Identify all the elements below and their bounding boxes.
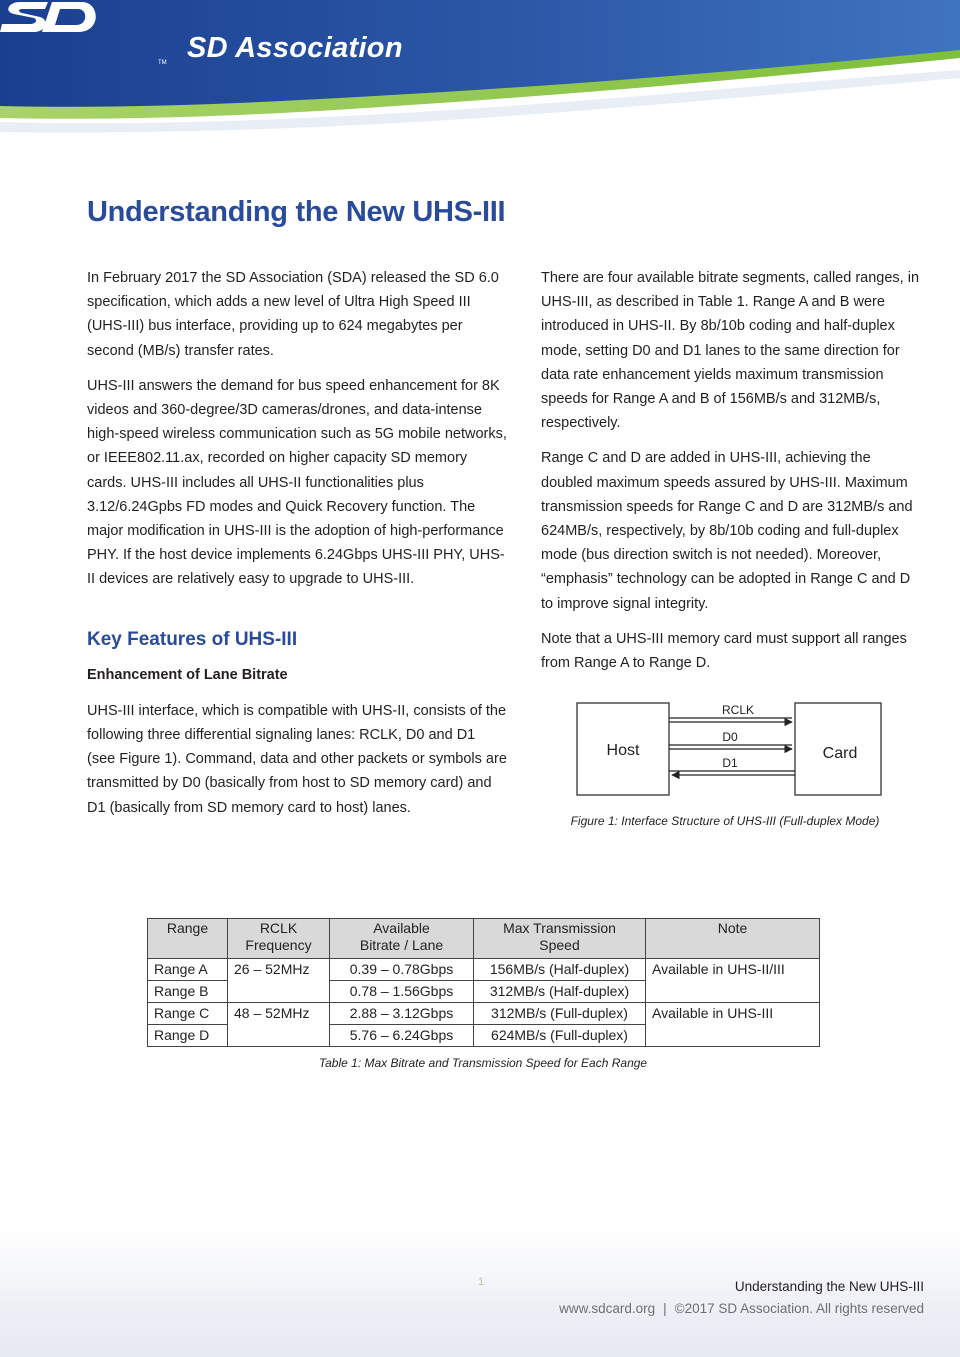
subsection-heading: Enhancement of Lane Bitrate <box>87 666 288 683</box>
host-label: Host <box>606 742 640 759</box>
paragraph: There are four available bitrate segments, called ranges, in UHS-III, as described in Table 1. Range A and B were introduced in UHS-II. By 8b/10b coding and half-duplex mode, setting D0 and D1 lanes to the same direction for data rate enhancement yields maximum transmission speeds for Range A and B of 156MB/s and 312MB/s, respectively. <box>541 270 920 432</box>
cell-speed: 312MB/s (Full-duplex) <box>474 1003 646 1025</box>
cell-range: Range D <box>148 1025 228 1047</box>
cell-speed: 624MB/s (Full-duplex) <box>474 1025 646 1047</box>
table-row <box>148 1003 820 1025</box>
left-column <box>87 266 507 831</box>
right-column <box>541 266 926 686</box>
table-header-row <box>148 919 820 959</box>
cell-range: Range B <box>148 981 228 1003</box>
paragraph: In February 2017 the SD Association (SDA) released the SD 6.0 specification, which adds a new level of Ultra High Speed III (UHS-III) bus interface, providing up to 624 megabytes per second (MB/s) transfer rates. <box>87 270 499 359</box>
paragraph: UHS-III answers the demand for bus speed enhancement for 8K videos and 360-degree/3D cameras/drones, and data-intense high-speed wireless communication such as 5G mobile networks, or IEEE802.11.ax, recorded on higher capacity SD memory cards. UHS-III includes all UHS-II functionalities plus 3.12/6.24Gpbs FD modes and Quick Recovery function. The major modification in UHS-III is the adoption of high-performance PHY. If the host device implements 6.24Gbps UHS-III PHY, UHS-II devices are relatively easy to upgrade to UHS-III. <box>87 377 507 588</box>
footer-separator: | <box>663 1301 667 1316</box>
brand-name: SD Association <box>187 32 403 64</box>
cell-speed: 312MB/s (Half-duplex) <box>474 981 646 1003</box>
footer-title: Understanding the New UHS-III <box>734 1279 924 1294</box>
header-range: Range <box>148 919 228 959</box>
header-note: Note <box>646 919 820 959</box>
cell-rclk <box>228 1025 330 1047</box>
cell-note: Available in UHS-II/III <box>646 959 820 981</box>
paragraph: Range C and D are added in UHS-III, achieving the doubled maximum speeds assured by UHS-III. Maximum transmission speeds for Range C and D are 312MB/s and 624MB/s, respectively, by 8b/10b coding and full-duplex mode (bus direction switch is not needed). Moreover, “emphasis” technology can be adopted in Range C and D to improve signal integrity. <box>541 450 913 612</box>
table-caption: Table 1: Max Bitrate and Transmission Speed for Each Range <box>318 1056 648 1070</box>
cell-bitrate: 0.78 – 1.56Gbps <box>330 981 474 1003</box>
header-speed: Max Transmission Speed <box>474 919 646 959</box>
card-label: Card <box>822 745 858 762</box>
figure-caption: Figure 1: Interface Structure of UHS-III (Full-duplex Mode) <box>570 814 880 828</box>
paragraph: UHS-III interface, which is compatible with UHS-II, consists of the following three differential signaling lanes: RCLK, D0 and D1 (see Figure 1). Command, data and other packets or symbols are transmitted by D0 (basically from host to SD memory card) and D1 (basically from SD memory card to host) lanes. <box>87 702 507 816</box>
table-row <box>148 959 820 981</box>
header-banner <box>0 0 960 140</box>
cell-note: Available in UHS-III <box>646 1003 820 1025</box>
cell-rclk: 48 – 52MHz <box>228 1003 330 1025</box>
interface-diagram <box>570 695 890 805</box>
cell-rclk <box>228 981 330 1003</box>
copyright-text: ©2017 SD Association. All rights reserved <box>674 1301 924 1316</box>
website-link[interactable]: www.sdcard.org <box>559 1301 656 1316</box>
sd-logo-icon <box>0 0 100 36</box>
trademark-mark: TM <box>158 60 167 66</box>
cell-range: Range C <box>148 1003 228 1025</box>
d0-label: D0 <box>722 730 738 744</box>
cell-range: Range A <box>148 959 228 981</box>
cell-bitrate: 0.39 – 0.78Gbps <box>330 959 474 981</box>
page-title: Understanding the New UHS-III <box>87 196 506 228</box>
page-number: 1 <box>478 1276 485 1288</box>
cell-speed: 156MB/s (Half-duplex) <box>474 959 646 981</box>
table-row <box>148 1025 820 1047</box>
header-rclk: RCLK Frequency <box>228 919 330 959</box>
table-row <box>148 981 820 1003</box>
cell-rclk: 26 – 52MHz <box>228 959 330 981</box>
footer-credits <box>559 1301 924 1316</box>
cell-bitrate: 2.88 – 3.12Gbps <box>330 1003 474 1025</box>
header-bitrate: Available Bitrate / Lane <box>330 919 474 959</box>
cell-note <box>646 981 820 1003</box>
range-table <box>147 918 820 1047</box>
cell-note <box>646 1025 820 1047</box>
cell-bitrate: 5.76 – 6.24Gbps <box>330 1025 474 1047</box>
paragraph: Note that a UHS-III memory card must support all ranges from Range A to Range D. <box>541 630 907 672</box>
section-heading: Key Features of UHS-III <box>87 628 298 650</box>
rclk-label: RCLK <box>721 703 755 717</box>
d1-label: D1 <box>722 756 738 770</box>
page-header <box>0 0 960 140</box>
